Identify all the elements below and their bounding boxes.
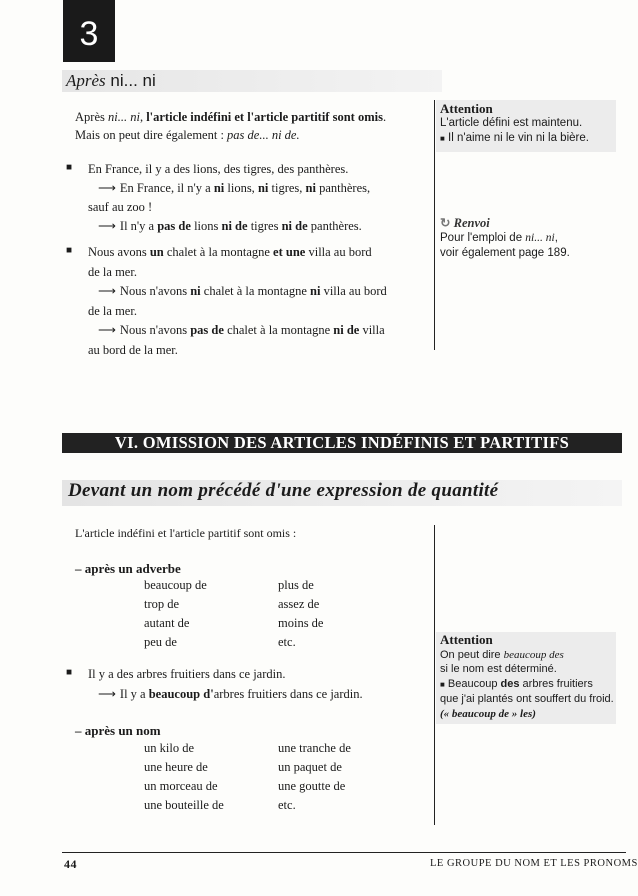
renvoi-line1: Pour l'emploi de ni... ni, [440, 232, 558, 244]
attention2-title: Attention [440, 632, 493, 647]
section2-example: Il y a des arbres fruitiers dans ce jardin. ⟶ Il y a beaucoup d'arbres fruitiers dans ce jardin. [88, 664, 428, 704]
long-right-arrow-icon: ⟶ [98, 219, 116, 233]
square-bullet-icon: ■ [66, 667, 73, 678]
long-right-arrow-icon: ⟶ [98, 284, 116, 298]
example2-arrow2: ⟶ Nous n'avons pas de chalet à la montagne ni de villa [88, 321, 438, 341]
example2-line1: Nous avons un chalet à la montagne et une villa au bord [88, 245, 372, 259]
noun-heading: – après un nom [75, 723, 161, 738]
renvoi: ↻ Renvoi Pour l'emploi de ni... ni, voir également page 189. [440, 216, 620, 261]
intro-line2: Mais on peut dire également : pas de... ni de. [75, 128, 300, 142]
section1-intro [75, 108, 435, 144]
side-rule-top [434, 100, 435, 350]
section2-example-arrow: ⟶ Il y a beaucoup d'arbres fruitiers dans ce jardin. [88, 684, 428, 704]
attention2: Attention On peut dire beaucoup des si le nom est déterminé. ■ Beaucoup des arbres fruitiers que j'ai plantés ont souffert du froid. (« beaucoup de » les) [440, 633, 620, 721]
footer-rule [62, 852, 626, 853]
adverbs-col1: beaucoup de trop de autant de peu de [144, 578, 207, 649]
section2-title: Devant un nom précédé d'une expression de quantité [68, 480, 499, 501]
attention1: Attention L'article défini est maintenu. ■ Il n'aime ni le vin ni la bière. [440, 101, 620, 146]
section2-intro: L'article indéfini et l'article partitif sont omis : [75, 526, 297, 540]
example2-arrow1: ⟶ Nous n'avons ni chalet à la montagne ni villa au bord [88, 282, 438, 302]
adverb-heading: – après un adverbe [75, 561, 181, 576]
attention2-line1: On peut dire beaucoup des [440, 648, 564, 661]
side-rule-bottom [434, 525, 435, 825]
section1-title: Après ni... ni [66, 71, 156, 90]
running-title: LE GROUPE DU NOM ET LES PRONOMS [430, 858, 638, 869]
example1-arrow1: ⟶ En France, il n'y a ni lions, ni tigres, ni panthères, [88, 179, 438, 198]
nouns-col2: une tranche de un paquet de une goutte de etc. [278, 741, 351, 812]
attention1-example: ■ Il n'aime ni le vin ni la bière. [440, 132, 589, 144]
square-bullet-icon: ■ [66, 245, 73, 256]
example1: En France, il y a des lions, des tigres, des panthères. ⟶ En France, il n'y a ni lions, ni tigres, ni panthères, sauf au zoo ! ⟶ Il n'y a pas de lions ni de tigres ni de panthères. [88, 160, 438, 236]
part-title: VI. OMISSION DES ARTICLES INDÉFINIS ET PARTITIFS [62, 433, 622, 453]
example1-arrow2: ⟶ Il n'y a pas de lions ni de tigres ni de panthères. [88, 217, 438, 236]
long-right-arrow-icon: ⟶ [98, 687, 116, 701]
curved-arrow-icon: ↻ [440, 216, 451, 230]
attention1-title: Attention [440, 101, 493, 116]
long-right-arrow-icon: ⟶ [98, 181, 116, 195]
attention2-example: ■ Beaucoup des arbres fruitiers [440, 677, 593, 690]
square-bullet-icon: ■ [66, 162, 73, 173]
long-right-arrow-icon: ⟶ [98, 323, 116, 337]
page-number: 44 [64, 857, 77, 871]
nouns-col1: un kilo de une heure de un morceau de une bouteille de [144, 741, 224, 812]
adverbs-col2: plus de assez de moins de etc. [278, 578, 324, 649]
square-bullet-icon: ■ [440, 134, 445, 143]
chapter-number: 3 [79, 15, 99, 53]
renvoi-title: ↻ Renvoi [440, 216, 490, 230]
chapter-number-box [63, 0, 115, 62]
intro-line1: Après ni... ni, l'article indéfini et l'article partitif sont omis. [75, 110, 387, 124]
square-bullet-icon: ■ [440, 679, 445, 689]
example2: Nous avons un chalet à la montagne et une villa au bord de la mer. ⟶ Nous n'avons ni chalet à la montagne ni villa au bord de la mer. ⟶ Nous n'avons pas de chalet à la montagne ni de villa au bord de la mer. [88, 243, 438, 360]
